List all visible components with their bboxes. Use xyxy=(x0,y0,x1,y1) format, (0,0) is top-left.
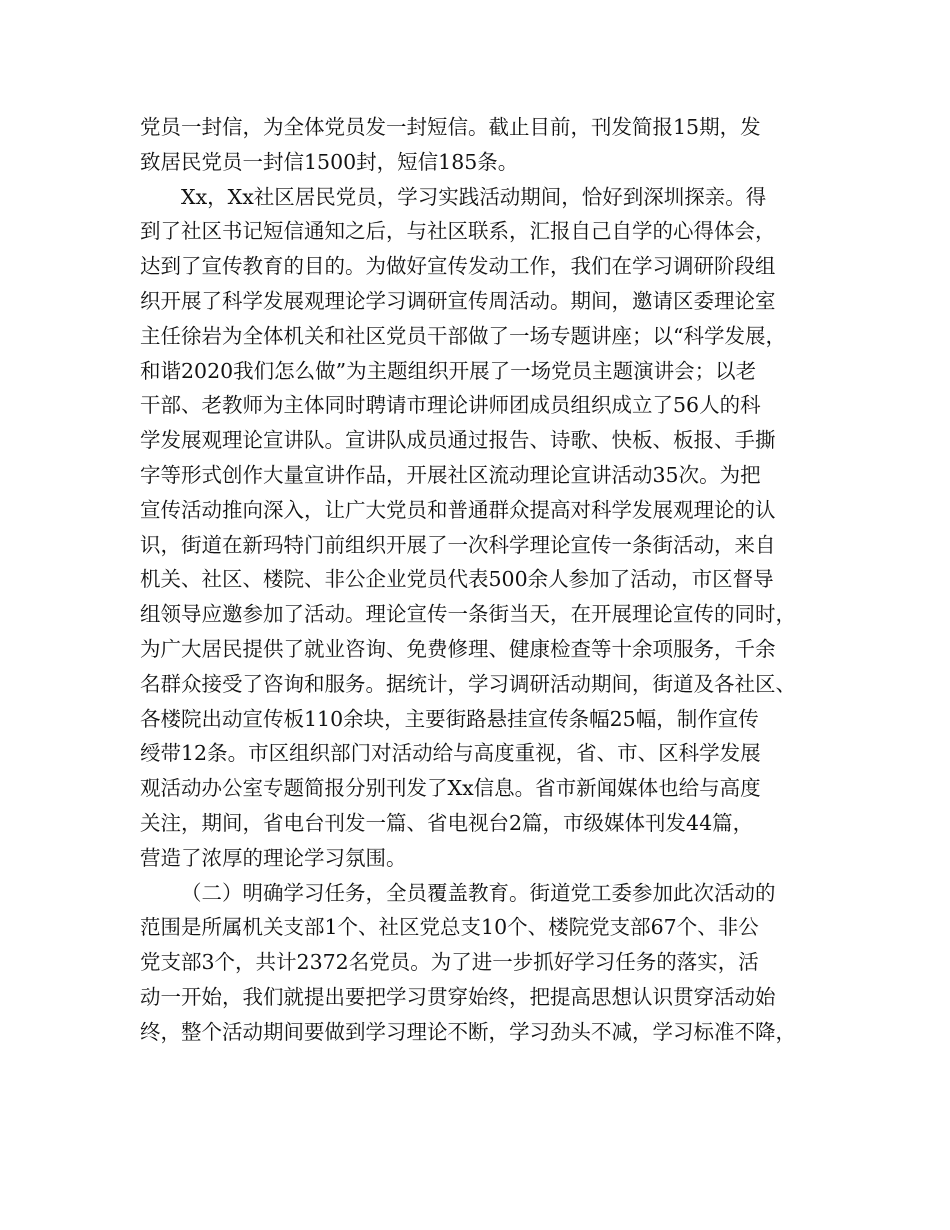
text-line: （二）明确学习任务，全员覆盖教育。街道党工委参加此次活动的 xyxy=(181,880,776,905)
text-line: 绶带12条。市区组织部门对活动给与高度重视，省、市、区科学发展 xyxy=(140,741,761,766)
text-line: 观活动办公室专题简报分别刊发了Xx信息。省市新闻媒体也给与高度 xyxy=(140,776,761,801)
document-body xyxy=(140,110,830,1050)
text-line: 关注，期间，省电台刊发一篇、省电视台2篇，市级媒体刊发44篇， xyxy=(140,810,754,835)
text-line: 主任徐岩为全体机关和社区党员干部做了一场专题讲座；以“科学发展， xyxy=(140,323,786,348)
text-line: 各楼院出动宣传板110余块，主要街路悬挂宣传条幅25幅，制作宣传 xyxy=(140,706,759,731)
text-line: 宣传活动推向深入，让广大党员和普通群众提高对科学发展观理论的认 xyxy=(140,497,776,522)
text-line: 名群众接受了咨询和服务。据统计，学习调研活动期间，街道及各社区、 xyxy=(140,671,796,696)
text-line: 党支部3个，共计2372名党员。为了进一步抓好学习任务的落实，活 xyxy=(140,950,759,975)
text-line: 致居民党员一封信1500封，短信185条。 xyxy=(140,149,519,174)
text-line: 干部、老教师为主体同时聘请市理论讲师团成员组织成立了56人的科 xyxy=(140,393,761,418)
text-line: 党员一封信，为全体党员发一封短信。截止目前，刊发简报15期，发 xyxy=(140,115,761,139)
text-line: 范围是所属机关支部1个、社区党总支10个、楼院党支部67个、非公 xyxy=(140,915,759,940)
text-line: 和谐2020我们怎么做”为主题组织开展了一场党员主题演讲会；以老 xyxy=(140,358,757,383)
text-line: 达到了宣传教育的目的。为做好宣传发动工作，我们在学习调研阶段组 xyxy=(140,254,776,279)
text-line: 为广大居民提供了就业咨询、免费修理、健康检查等十余项服务，千余 xyxy=(140,636,776,661)
text-line: 字等形式创作大量宣讲作品，开展社区流动理论宣讲活动35次。为把 xyxy=(140,462,761,487)
text-line: 织开展了科学发展观理论学习调研宣传周活动。期间，邀请区委理论室 xyxy=(140,288,776,313)
text-line: 学发展观理论宣讲队。宣讲队成员通过报告、诗歌、快板、板报、手撕 xyxy=(140,428,776,453)
text-line: 到了社区书记短信通知之后，与社区联系，汇报自己自学的心得体会， xyxy=(140,219,776,244)
text-line: 组领导应邀参加了活动。理论宣传一条街当天，在开展理论宣传的同时， xyxy=(140,602,796,627)
text-line: 识，街道在新玛特门前组织开展了一次科学理论宣传一条街活动，来自 xyxy=(140,532,776,557)
text-line: 机关、社区、楼院、非公企业党员代表500余人参加了活动，市区督导 xyxy=(140,567,774,592)
text-line: 终，整个活动期间要做到学习理论不断，学习劲头不减，学习标准不降， xyxy=(140,1019,796,1044)
text-line: 营造了浓厚的理论学习氛围。 xyxy=(140,845,407,870)
text-line: Xx，Xx社区居民党员，学习实践活动期间，恰好到深圳探亲。得 xyxy=(181,184,767,209)
text-line: 动一开始，我们就提出要把学习贯穿始终，把提高思想认识贯穿活动始 xyxy=(140,984,776,1009)
